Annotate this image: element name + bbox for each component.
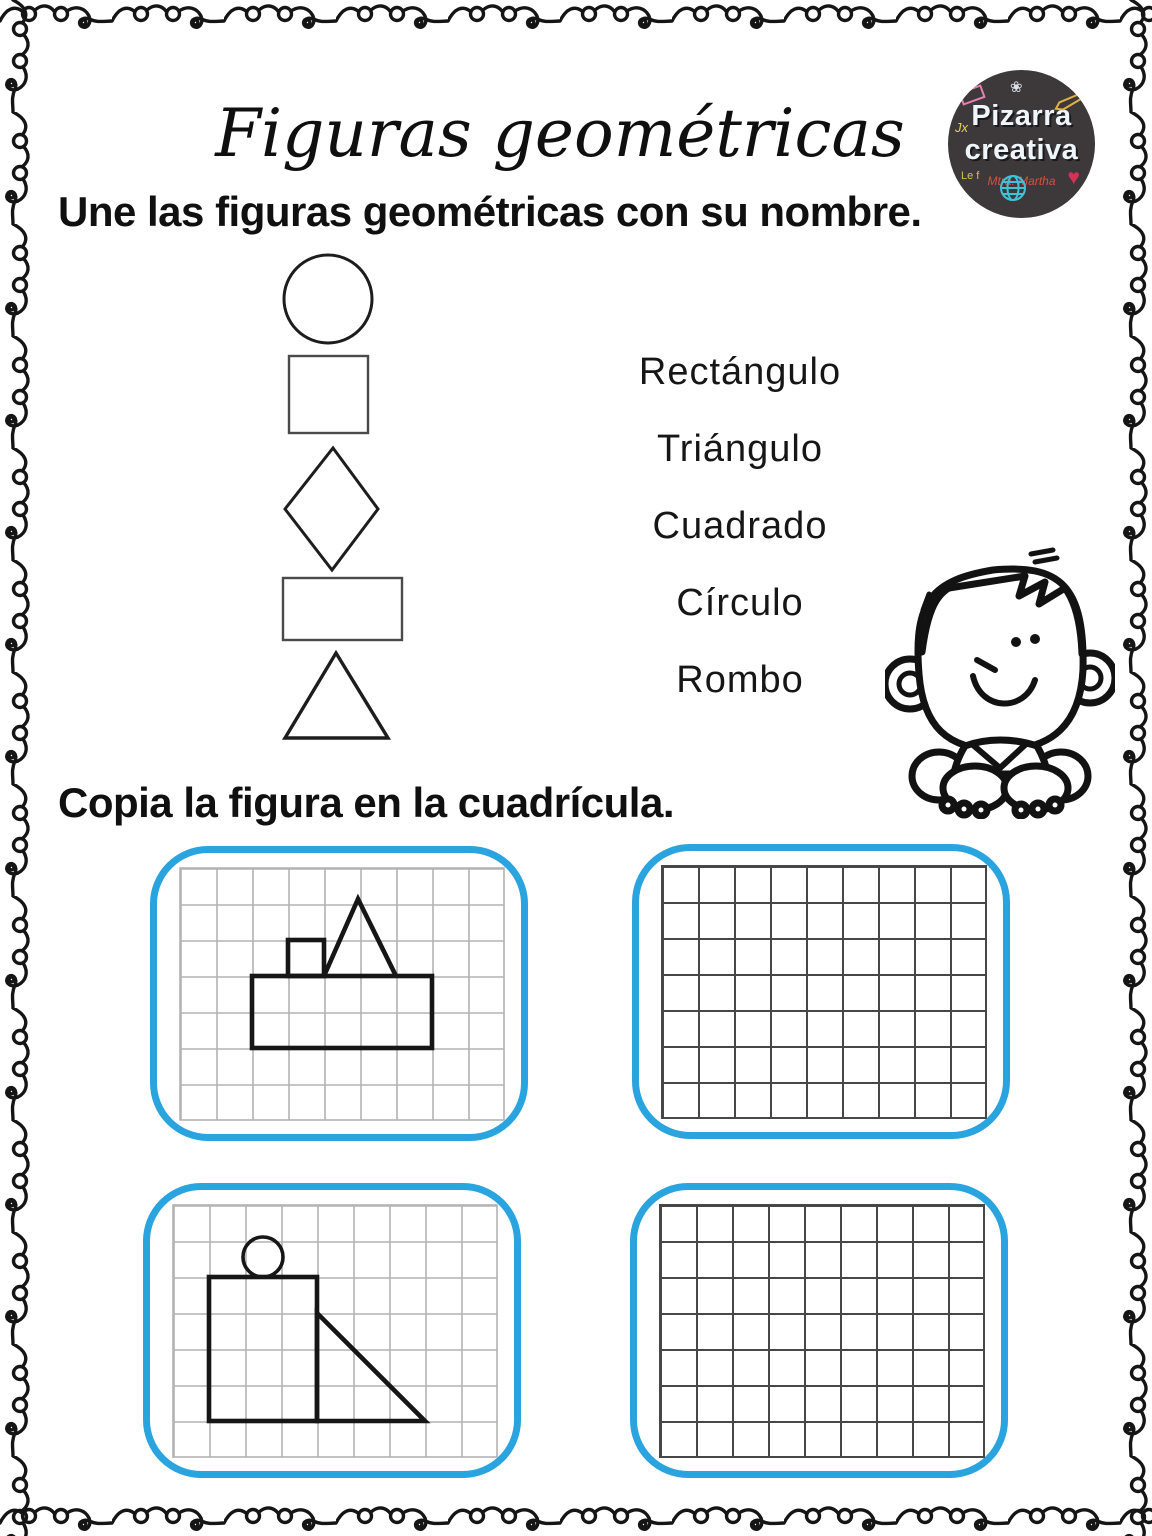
instruction-match: Une las figuras geométricas con su nombre. (58, 188, 922, 235)
copy-grid-empty-2[interactable] (637, 1190, 1001, 1471)
logo-doodle-letters: Jx (955, 120, 968, 135)
logo-corner-note: Le f (961, 170, 980, 182)
label-triangulo[interactable]: Triángulo (656, 428, 823, 470)
copy-card-top-right[interactable] (632, 844, 1010, 1139)
square-shape[interactable] (289, 356, 368, 433)
copy-card-bottom-left[interactable] (143, 1183, 521, 1478)
copy-grid-empty-1[interactable] (639, 851, 1003, 1132)
diamond-shape[interactable] (285, 448, 378, 570)
copy-grid-source-2[interactable] (150, 1190, 514, 1471)
match-labels-column (592, 352, 888, 700)
logo-text-line1: Pizarra (971, 100, 1072, 133)
circle-shape[interactable] (284, 255, 372, 343)
boy-eye-left (1011, 637, 1021, 647)
copy-grid-source-1[interactable] (157, 853, 521, 1134)
match-shapes-column (270, 248, 420, 748)
rectangle-shape[interactable] (283, 578, 402, 640)
sitting-boy-clipart (885, 524, 1115, 819)
instruction-copy: Copia la figura en la cuadrícula. (58, 779, 675, 826)
page-title: Figuras geométricas (215, 95, 905, 172)
boy-eye-right (1030, 634, 1040, 644)
flower-icon: ❀ (1010, 79, 1023, 96)
copy-card-top-left[interactable] (150, 846, 528, 1141)
decorative-border-top (0, 0, 1152, 34)
copy-card-bottom-right[interactable] (630, 1183, 1008, 1478)
decorative-border-bottom (0, 1502, 1152, 1536)
label-rombo[interactable]: Rombo (676, 659, 804, 701)
label-rectangulo[interactable]: Rectángulo (638, 351, 842, 393)
publisher-logo (948, 70, 1095, 218)
logo-text-line2: creativa (964, 133, 1079, 166)
triangle-shape[interactable] (285, 653, 388, 738)
decorative-border-right (1118, 0, 1152, 1536)
label-cuadrado[interactable]: Cuadrado (652, 505, 828, 547)
heart-icon: ♥ (1067, 166, 1080, 189)
decorative-border-left (0, 0, 34, 1536)
label-circulo[interactable]: Círculo (676, 582, 804, 624)
logo-signature: Mtra. Martha (987, 173, 1056, 188)
globe-icon (998, 173, 1028, 208)
